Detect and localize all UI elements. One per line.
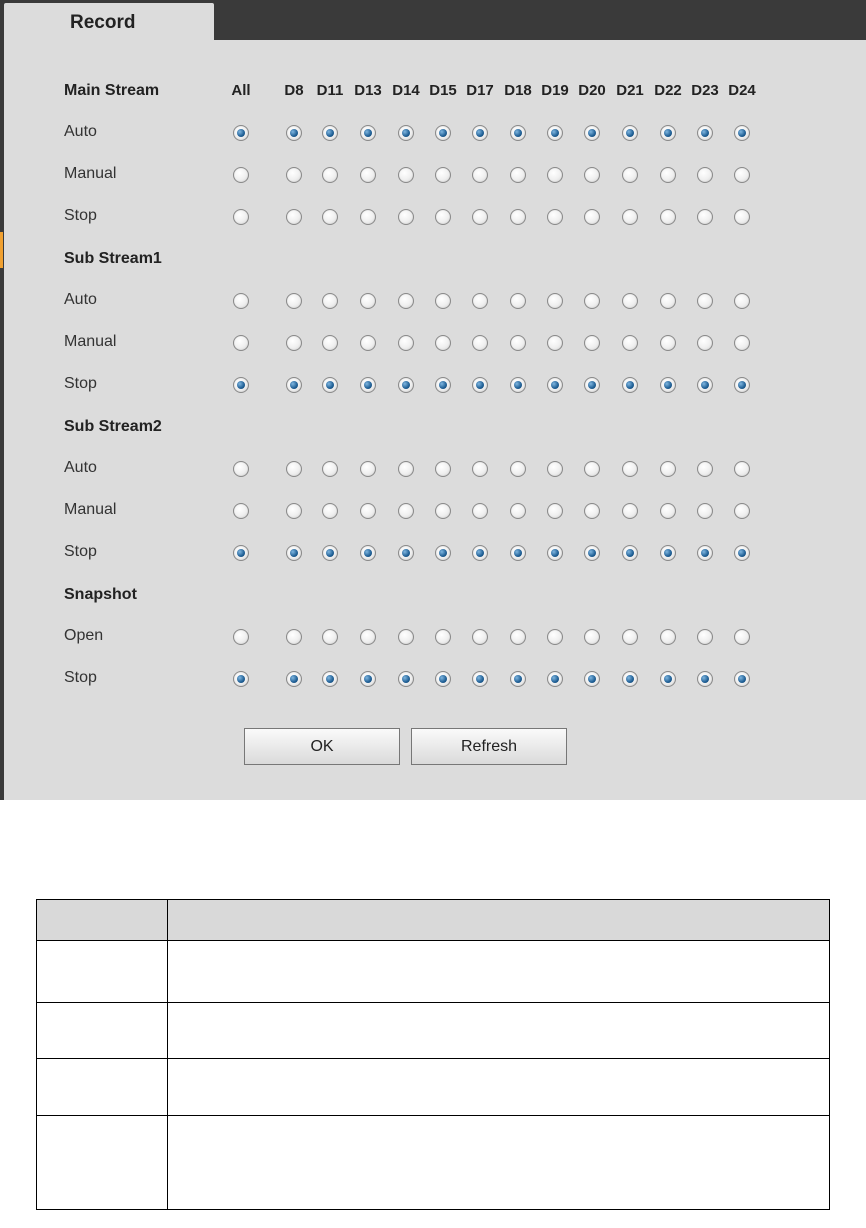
radio-button[interactable] (472, 125, 488, 141)
channel-header: D14 (392, 82, 420, 99)
radio-button[interactable] (734, 545, 750, 561)
row-label: Stop (64, 669, 97, 686)
radio-button[interactable] (233, 125, 249, 141)
radio-button[interactable] (286, 503, 302, 519)
radio-button[interactable] (398, 293, 414, 309)
table-cell (168, 1059, 830, 1116)
radio-button[interactable] (734, 629, 750, 645)
radio-button[interactable] (435, 671, 451, 687)
radio-button[interactable] (547, 629, 563, 645)
radio-button[interactable] (584, 629, 600, 645)
radio-button[interactable] (622, 461, 638, 477)
radio-button[interactable] (734, 503, 750, 519)
radio-button[interactable] (584, 671, 600, 687)
radio-button[interactable] (322, 503, 338, 519)
radio-button[interactable] (584, 545, 600, 561)
radio-button[interactable] (472, 167, 488, 183)
radio-button[interactable] (398, 125, 414, 141)
radio-button[interactable] (734, 377, 750, 393)
radio-button[interactable] (734, 293, 750, 309)
radio-button[interactable] (622, 125, 638, 141)
radio-button[interactable] (322, 167, 338, 183)
radio-button[interactable] (233, 461, 249, 477)
radio-button[interactable] (584, 461, 600, 477)
radio-button[interactable] (233, 503, 249, 519)
radio-button[interactable] (584, 335, 600, 351)
radio-button[interactable] (734, 671, 750, 687)
radio-button[interactable] (660, 335, 676, 351)
radio-button[interactable] (286, 377, 302, 393)
radio-button[interactable] (584, 503, 600, 519)
row-label: Stop (64, 207, 97, 224)
radio-button[interactable] (660, 503, 676, 519)
radio-button[interactable] (660, 377, 676, 393)
radio-button[interactable] (547, 461, 563, 477)
channel-header: D17 (466, 82, 494, 99)
radio-button[interactable] (286, 293, 302, 309)
row-label: Stop (64, 543, 97, 560)
table-row (37, 1059, 830, 1116)
channel-header: D18 (504, 82, 532, 99)
radio-button[interactable] (734, 209, 750, 225)
radio-button[interactable] (398, 209, 414, 225)
channel-header: D13 (354, 82, 382, 99)
radio-button[interactable] (622, 377, 638, 393)
radio-button[interactable] (584, 167, 600, 183)
radio-button[interactable] (697, 545, 713, 561)
radio-button[interactable] (510, 629, 526, 645)
section-title: Snapshot (64, 586, 137, 603)
parameter-table (36, 899, 830, 1210)
radio-button[interactable] (660, 167, 676, 183)
table-header-cell (168, 900, 830, 941)
radio-button[interactable] (510, 461, 526, 477)
radio-button[interactable] (286, 629, 302, 645)
radio-button[interactable] (510, 377, 526, 393)
radio-button[interactable] (734, 461, 750, 477)
radio-button[interactable] (510, 125, 526, 141)
radio-button[interactable] (360, 335, 376, 351)
table-header-cell (37, 900, 168, 941)
radio-button[interactable] (584, 293, 600, 309)
radio-button[interactable] (322, 377, 338, 393)
radio-button[interactable] (360, 545, 376, 561)
radio-button[interactable] (360, 461, 376, 477)
channel-header: D8 (284, 82, 304, 99)
radio-button[interactable] (286, 209, 302, 225)
radio-button[interactable] (472, 209, 488, 225)
radio-button[interactable] (697, 671, 713, 687)
radio-button[interactable] (360, 125, 376, 141)
radio-button[interactable] (660, 293, 676, 309)
radio-button[interactable] (660, 545, 676, 561)
radio-button[interactable] (547, 209, 563, 225)
radio-button[interactable] (360, 167, 376, 183)
radio-button[interactable] (660, 461, 676, 477)
radio-button[interactable] (697, 335, 713, 351)
radio-button[interactable] (233, 629, 249, 645)
section-title: Sub Stream1 (64, 250, 162, 267)
channel-header: D24 (728, 82, 756, 99)
radio-button[interactable] (398, 461, 414, 477)
channel-header: D21 (616, 82, 644, 99)
channel-header: D15 (429, 82, 457, 99)
radio-button[interactable] (622, 629, 638, 645)
row-label: Stop (64, 375, 97, 392)
radio-button[interactable] (286, 125, 302, 141)
radio-button[interactable] (286, 545, 302, 561)
radio-button[interactable] (435, 461, 451, 477)
radio-button[interactable] (547, 125, 563, 141)
radio-button[interactable] (584, 377, 600, 393)
radio-button[interactable] (322, 125, 338, 141)
radio-button[interactable] (398, 335, 414, 351)
radio-button[interactable] (360, 377, 376, 393)
channel-header: D20 (578, 82, 606, 99)
radio-button[interactable] (435, 335, 451, 351)
ok-button[interactable]: OK (244, 728, 400, 765)
radio-button[interactable] (472, 629, 488, 645)
radio-button[interactable] (472, 503, 488, 519)
radio-button[interactable] (322, 335, 338, 351)
radio-button[interactable] (547, 545, 563, 561)
radio-button[interactable] (547, 671, 563, 687)
radio-button[interactable] (398, 167, 414, 183)
radio-button[interactable] (322, 671, 338, 687)
radio-button[interactable] (233, 167, 249, 183)
table-row (37, 1116, 830, 1210)
radio-button[interactable] (360, 293, 376, 309)
table-cell (37, 1116, 168, 1210)
radio-button[interactable] (322, 209, 338, 225)
radio-button[interactable] (622, 293, 638, 309)
radio-button[interactable] (660, 209, 676, 225)
tab-record[interactable] (4, 3, 214, 41)
radio-button[interactable] (322, 461, 338, 477)
radio-button[interactable] (398, 377, 414, 393)
radio-button[interactable] (435, 167, 451, 183)
row-label: Open (64, 627, 104, 644)
radio-button[interactable] (322, 293, 338, 309)
radio-button[interactable] (622, 335, 638, 351)
radio-button[interactable] (622, 209, 638, 225)
channel-header: D11 (316, 82, 344, 99)
radio-button[interactable] (472, 671, 488, 687)
radio-button[interactable] (697, 377, 713, 393)
row-label: Manual (64, 333, 117, 350)
table-cell (168, 1003, 830, 1059)
radio-button[interactable] (398, 629, 414, 645)
radio-button[interactable] (697, 209, 713, 225)
radio-button[interactable] (233, 377, 249, 393)
radio-button[interactable] (360, 209, 376, 225)
radio-button[interactable] (472, 335, 488, 351)
radio-button[interactable] (435, 209, 451, 225)
radio-button[interactable] (697, 167, 713, 183)
radio-button[interactable] (547, 167, 563, 183)
radio-button[interactable] (584, 125, 600, 141)
radio-button[interactable] (510, 503, 526, 519)
radio-button[interactable] (322, 545, 338, 561)
radio-button[interactable] (322, 629, 338, 645)
refresh-button[interactable]: Refresh (411, 728, 567, 765)
radio-button[interactable] (398, 671, 414, 687)
radio-button[interactable] (697, 461, 713, 477)
radio-button[interactable] (510, 209, 526, 225)
table-header-row (37, 900, 830, 941)
channel-header: All (231, 82, 251, 99)
radio-button[interactable] (435, 503, 451, 519)
radio-button[interactable] (697, 503, 713, 519)
row-label: Auto (64, 459, 97, 476)
table-cell (37, 1059, 168, 1116)
radio-button[interactable] (510, 335, 526, 351)
radio-button[interactable] (286, 167, 302, 183)
channel-header: D19 (541, 82, 569, 99)
radio-button[interactable] (286, 671, 302, 687)
row-label: Manual (64, 165, 117, 182)
sidebar-indicator (0, 232, 3, 268)
row-label: Manual (64, 501, 117, 518)
row-label: Auto (64, 291, 97, 308)
radio-button[interactable] (510, 671, 526, 687)
table-row (37, 1003, 830, 1059)
tab-record-label: Record (70, 12, 136, 33)
radio-button[interactable] (360, 671, 376, 687)
radio-button[interactable] (286, 461, 302, 477)
table-cell (37, 941, 168, 1003)
radio-button[interactable] (472, 545, 488, 561)
radio-button[interactable] (547, 503, 563, 519)
radio-button[interactable] (398, 545, 414, 561)
table-cell (168, 941, 830, 1003)
radio-button[interactable] (472, 461, 488, 477)
row-label: Auto (64, 123, 97, 140)
table-cell (37, 1003, 168, 1059)
radio-button[interactable] (584, 209, 600, 225)
radio-button[interactable] (233, 335, 249, 351)
radio-button[interactable] (547, 377, 563, 393)
radio-button[interactable] (660, 125, 676, 141)
radio-button[interactable] (472, 377, 488, 393)
section-title: Sub Stream2 (64, 418, 162, 435)
radio-button[interactable] (233, 545, 249, 561)
radio-button[interactable] (435, 545, 451, 561)
radio-button[interactable] (435, 293, 451, 309)
radio-button[interactable] (622, 167, 638, 183)
radio-button[interactable] (233, 209, 249, 225)
radio-button[interactable] (233, 293, 249, 309)
radio-button[interactable] (360, 503, 376, 519)
radio-button[interactable] (547, 335, 563, 351)
table-row (37, 941, 830, 1003)
radio-button[interactable] (472, 293, 488, 309)
radio-button[interactable] (435, 125, 451, 141)
radio-button[interactable] (697, 125, 713, 141)
radio-button[interactable] (622, 545, 638, 561)
radio-button[interactable] (697, 629, 713, 645)
radio-button[interactable] (435, 377, 451, 393)
radio-button[interactable] (734, 125, 750, 141)
radio-button[interactable] (233, 671, 249, 687)
radio-button[interactable] (734, 335, 750, 351)
table-cell (168, 1116, 830, 1210)
radio-button[interactable] (435, 629, 451, 645)
channel-header: D23 (691, 82, 719, 99)
channel-header: D22 (654, 82, 682, 99)
radio-button[interactable] (622, 503, 638, 519)
radio-button[interactable] (510, 167, 526, 183)
radio-button[interactable] (547, 293, 563, 309)
radio-button[interactable] (697, 293, 713, 309)
radio-button[interactable] (660, 629, 676, 645)
radio-button[interactable] (660, 671, 676, 687)
radio-button[interactable] (398, 503, 414, 519)
radio-button[interactable] (510, 293, 526, 309)
radio-button[interactable] (286, 335, 302, 351)
radio-button[interactable] (734, 167, 750, 183)
radio-button[interactable] (622, 671, 638, 687)
section-title: Main Stream (64, 82, 160, 99)
radio-button[interactable] (360, 629, 376, 645)
radio-button[interactable] (510, 545, 526, 561)
